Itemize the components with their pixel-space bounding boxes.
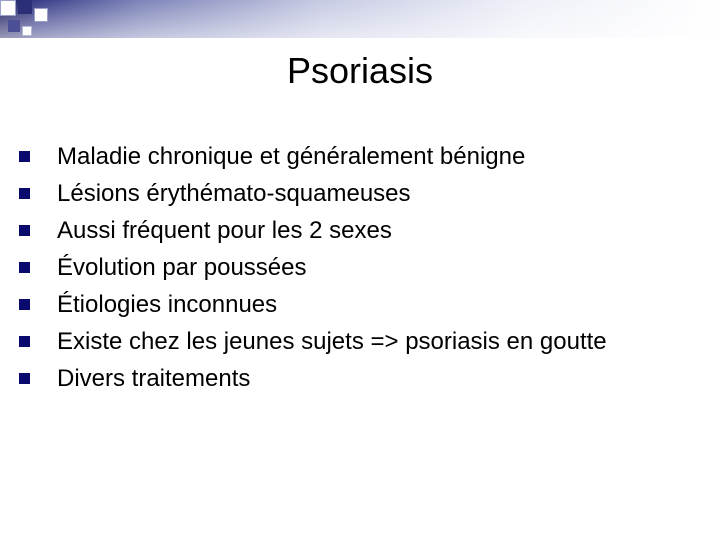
- decor-square: [34, 8, 48, 22]
- bullet-text: Étiologies inconnues: [57, 290, 278, 318]
- square-bullet-icon: [19, 373, 30, 384]
- decor-square: [22, 26, 32, 36]
- square-bullet-icon: [19, 299, 30, 310]
- decor-square: [18, 0, 32, 14]
- decor-square: [0, 0, 16, 16]
- bullet-item: [14, 323, 714, 360]
- bullet-item: [14, 286, 714, 323]
- slide-title: Psoriasis: [286, 50, 434, 91]
- bullet-item: [14, 249, 714, 286]
- bullet-text: Existe chez les jeunes sujets => psoriasis en goutte: [57, 327, 607, 355]
- bullet-item: [14, 212, 714, 249]
- header-band-fade: [0, 0, 720, 38]
- bullet-item: [14, 175, 714, 212]
- square-bullet-icon: [19, 151, 30, 162]
- bullet-item: [14, 138, 714, 175]
- decor-square: [8, 20, 20, 32]
- bullet-text: Maladie chronique et généralement bénigne: [57, 142, 526, 170]
- bullet-text: Aussi fréquent pour les 2 sexes: [57, 216, 392, 244]
- square-bullet-icon: [19, 188, 30, 199]
- bullet-list: [14, 138, 714, 397]
- square-bullet-icon: [19, 225, 30, 236]
- bullet-text: Divers traitements: [57, 364, 251, 392]
- square-bullet-icon: [19, 262, 30, 273]
- square-bullet-icon: [19, 336, 30, 347]
- bullet-item: [14, 360, 714, 397]
- bullet-text: Lésions érythémato-squameuses: [57, 179, 411, 207]
- bullet-text: Évolution par poussées: [57, 253, 307, 281]
